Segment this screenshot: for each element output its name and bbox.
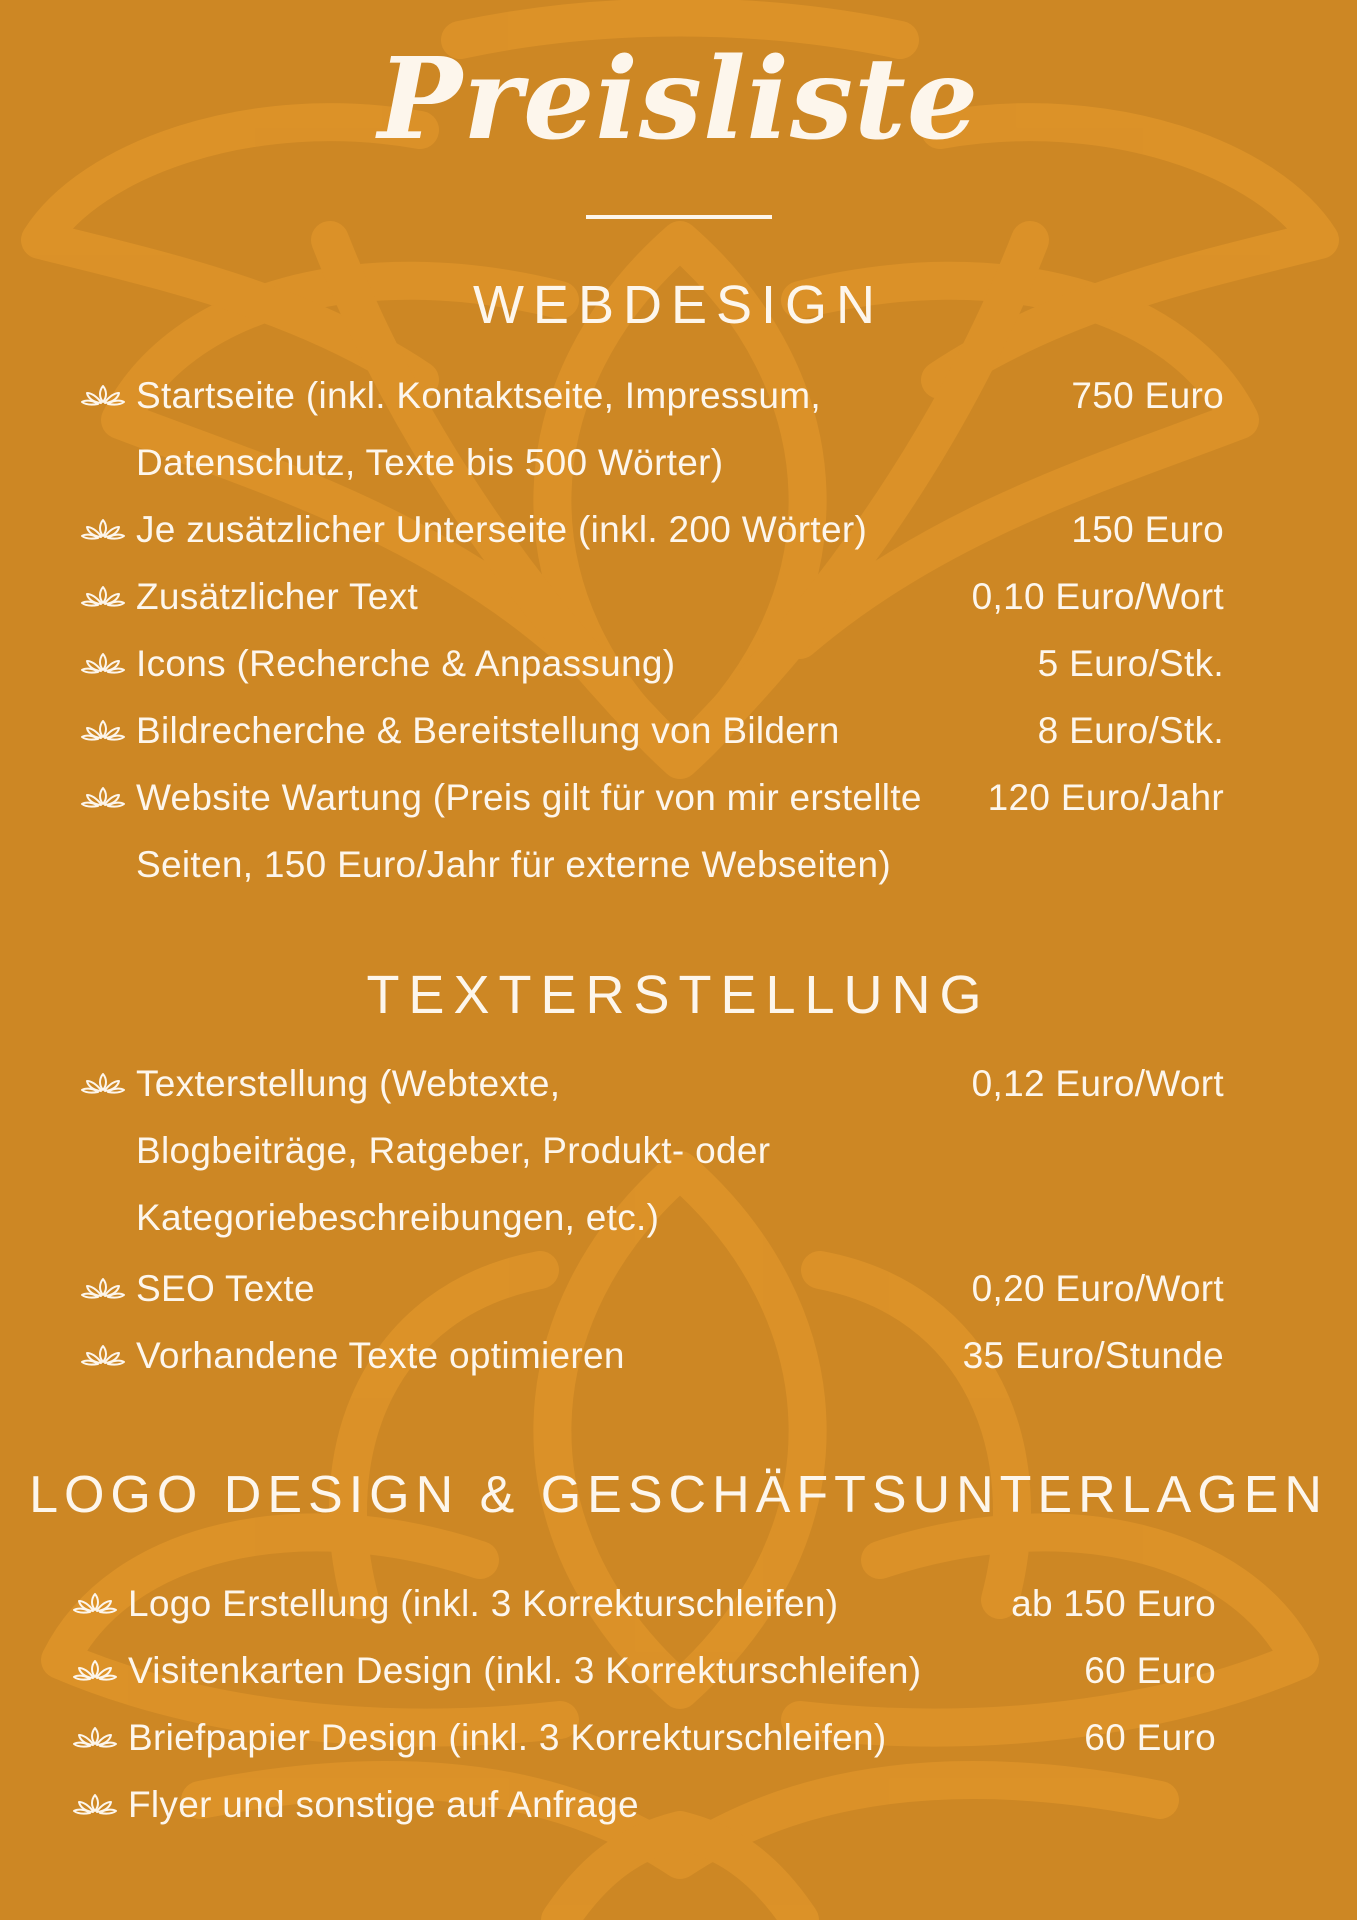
list-item xyxy=(80,1050,1224,1251)
list-item xyxy=(80,1255,1224,1322)
lotus-icon xyxy=(72,1657,118,1683)
item-description: Icons (Recherche & Anpassung) xyxy=(136,643,676,684)
list-item xyxy=(80,362,1224,496)
lotus-icon xyxy=(80,717,126,743)
item-description: Briefpapier Design (inkl. 3 Korrekturschleifen) xyxy=(128,1717,887,1758)
lotus-icon xyxy=(80,1275,126,1301)
item-description: Vorhandene Texte optimieren xyxy=(136,1335,625,1376)
item-price: 750 Euro xyxy=(1071,375,1224,416)
item-price: 0,10 Euro/Wort xyxy=(971,576,1224,617)
section-heading-webdesign: WEBDESIGN xyxy=(472,275,885,335)
list-item xyxy=(80,563,1224,630)
lotus-icon xyxy=(72,1590,118,1616)
item-description: Website Wartung (Preis gilt für von mir erstellte Seiten, 150 Euro/Jahr für externe Webseiten) xyxy=(136,777,922,885)
item-price: 0,20 Euro/Wort xyxy=(971,1268,1224,1309)
item-description: Zusätzlicher Text xyxy=(136,576,419,617)
lotus-icon xyxy=(80,382,126,408)
item-description: Startseite (inkl. Kontaktseite, Impressum, Datenschutz, Texte bis 500 Wörter) xyxy=(136,375,822,483)
list-item xyxy=(80,1322,1224,1389)
item-price: 0,12 Euro/Wort xyxy=(971,1063,1224,1104)
list-item xyxy=(72,1637,1216,1704)
item-price: 150 Euro xyxy=(1071,509,1224,550)
item-description: Visitenkarten Design (inkl. 3 Korrekturschleifen) xyxy=(128,1650,922,1691)
item-description: Je zusätzlicher Unterseite (inkl. 200 Wörter) xyxy=(136,509,868,550)
item-price: 35 Euro/Stunde xyxy=(962,1335,1224,1376)
item-price: 8 Euro/Stk. xyxy=(1037,710,1224,751)
lotus-icon xyxy=(80,650,126,676)
lotus-icon xyxy=(80,784,126,810)
item-price: ab 150 Euro xyxy=(1011,1583,1216,1624)
lotus-icon xyxy=(80,583,126,609)
item-price: 60 Euro xyxy=(1084,1717,1216,1758)
list-item xyxy=(72,1704,1216,1771)
section-heading-texterstellung: TEXTERSTELLUNG xyxy=(366,965,991,1025)
item-price: 5 Euro/Stk. xyxy=(1037,643,1224,684)
section-heading-logo-design: LOGO DESIGN & GESCHÄFTSUNTERLAGEN xyxy=(29,1466,1328,1524)
list-item xyxy=(80,697,1224,764)
item-description: SEO Texte xyxy=(136,1268,315,1309)
lotus-icon xyxy=(80,1070,126,1096)
item-description: Bildrecherche & Bereitstellung von Bildern xyxy=(136,710,840,751)
lotus-icon xyxy=(72,1791,118,1817)
lotus-icon xyxy=(80,516,126,542)
lotus-icon xyxy=(72,1724,118,1750)
list-item xyxy=(80,496,1224,563)
item-price: 120 Euro/Jahr xyxy=(987,777,1224,818)
page-title: Preisliste xyxy=(377,34,980,165)
item-price: 60 Euro xyxy=(1084,1650,1216,1691)
list-item xyxy=(72,1771,1216,1838)
lotus-icon xyxy=(80,1342,126,1368)
title-divider xyxy=(586,215,772,219)
item-description: Logo Erstellung (inkl. 3 Korrekturschleifen) xyxy=(128,1583,839,1624)
list-item xyxy=(80,630,1224,697)
item-description: Flyer und sonstige auf Anfrage xyxy=(128,1784,639,1825)
item-description: Texterstellung (Webtexte, Blogbeiträge, Ratgeber, Produkt- oder Kategoriebeschreibungen, etc.) xyxy=(136,1063,771,1238)
list-item xyxy=(80,764,1224,898)
list-item xyxy=(72,1570,1216,1637)
